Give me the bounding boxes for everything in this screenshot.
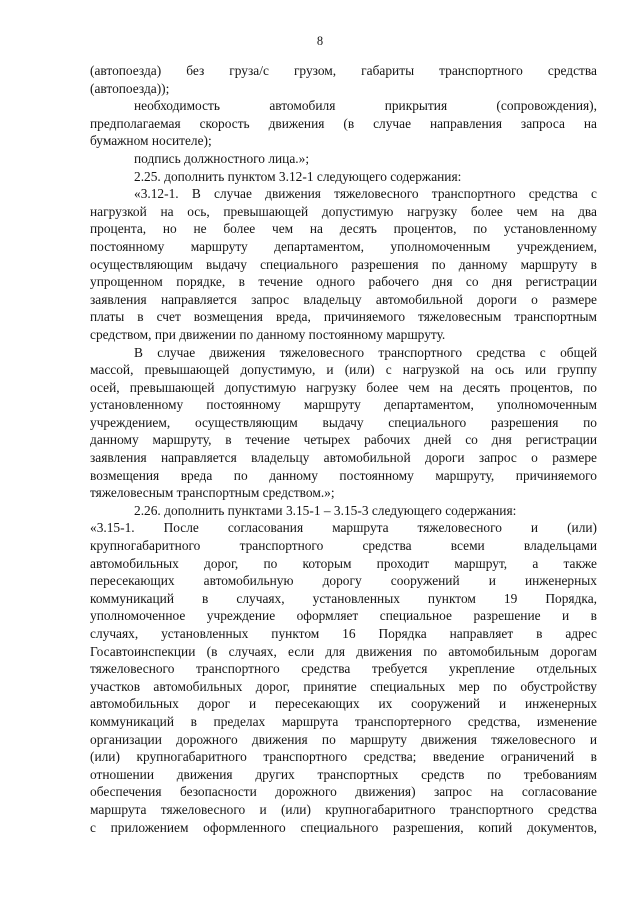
text-line: (автопоезда)); <box>90 80 170 96</box>
text-line: бумажном носителе); <box>90 133 212 149</box>
text-line: нагрузкой на ось, превышающей допустимую нагрузку более чем на два <box>90 203 597 219</box>
text-line: уполномоченное учреждение оформляет специальное разрешение и в <box>90 608 597 624</box>
text-line: организации дорожного движения по маршруту движения тяжеловесного и <box>90 731 597 747</box>
page-number: 8 <box>316 34 324 48</box>
text-line: тяжеловесного транспортного средства требуется укрепление отдельных <box>90 661 597 677</box>
document-text-body <box>90 62 597 836</box>
text-line: возмещения вреда по данному постоянному маршруту, причиняемого <box>90 467 597 483</box>
text-line: крупногабаритного транспортного средства всеми владельцами <box>90 538 597 554</box>
text-line: случаях, установленных пунктом 16 Порядка направляет в адрес <box>90 626 597 641</box>
text-line: коммуникаций в случаях, установленных пунктом 19 Порядка, <box>90 590 597 606</box>
text-line: «3.12-1. В случае движения тяжеловесного транспортного средства с <box>134 186 597 202</box>
text-line: отношении движения других транспортных средств по требованиям <box>90 766 597 782</box>
text-line: установленному постоянному маршруту департаментом, уполномоченным <box>90 397 597 413</box>
text-line: упрощенном порядке, в течение одного рабочего дня со дня регистрации <box>90 274 597 290</box>
text-line: средством, при движении по данному постоянному маршруту. <box>90 326 446 342</box>
text-line: необходимость автомобиля прикрытия (сопровождения), <box>134 98 597 114</box>
text-line: заявления направляется владельцу автомобильной дороги запрос о размере <box>90 450 597 466</box>
text-line: платы в счет возмещения вреда, причиняемого тяжеловесным транспортным <box>90 309 597 325</box>
text-line: Госавтоинспекции (в случаях, если для движения по автомобильным дорогам <box>90 643 597 659</box>
text-line: с приложением оформленного специального разрешения, копий документов, <box>90 819 597 835</box>
text-line: обеспечения безопасности дорожного движения) запрос на согласование <box>90 784 597 800</box>
text-line: В случае движения тяжеловесного транспортного средства с общей <box>134 344 597 360</box>
text-line: процента, но не более чем на десять процентов, по установленному <box>90 221 597 237</box>
text-line: (автопоезда) без груза/с грузом, габариты транспортного средства <box>90 63 597 78</box>
text-line: «3.15-1. После согласования маршрута тяжеловесного и (или) <box>90 520 597 536</box>
text-line: осей, превышающей допустимую нагрузку более чем на десять процентов, по <box>90 379 597 395</box>
text-line: постоянному маршруту департаментом, уполномоченным учреждением, <box>90 238 597 254</box>
text-line: коммуникаций в пределах маршрута транспортерного средства, изменение <box>90 713 597 729</box>
text-line: пересекающих автомобильную дорогу сооружений и инженерных <box>90 573 597 589</box>
text-line: 2.26. дополнить пунктами 3.15-1 – 3.15-3 следующего содержания: <box>134 502 517 518</box>
text-line: автомобильных дорог и пересекающих их сооружений и инженерных <box>90 696 597 712</box>
text-line: участков автомобильных дорог, принятие специальных мер по обустройству <box>90 678 597 694</box>
text-line: маршрута тяжеловесного и (или) крупногабаритного транспортного средства <box>90 801 597 817</box>
text-line: массой, превышающей допустимую, и (или) с нагрузкой на ось или группу <box>90 362 597 378</box>
text-line: (или) крупногабаритного транспортного средства; введение ограничений в <box>90 749 597 765</box>
text-line: тяжеловесным транспортным средством.»; <box>90 485 335 501</box>
text-line: заявления направляется запрос владельцу автомобильной дороги о размере <box>90 291 597 307</box>
text-line: подпись должностного лица.»; <box>134 150 310 166</box>
text-line: данному маршруту, в течение четырех рабочих дней со дня регистрации <box>90 432 597 448</box>
text-line: учреждением, осуществляющим выдачу специального разрешения по <box>90 414 597 430</box>
text-line: осуществляющим выдачу специального разрешения по данному маршруту в <box>90 256 597 272</box>
text-line: автомобильных дорог, по которым проходит маршрут, а также <box>90 555 597 571</box>
text-line: 2.25. дополнить пунктом 3.12-1 следующего содержания: <box>134 168 462 184</box>
text-line: предполагаемая скорость движения (в случае направления запроса на <box>90 115 597 131</box>
